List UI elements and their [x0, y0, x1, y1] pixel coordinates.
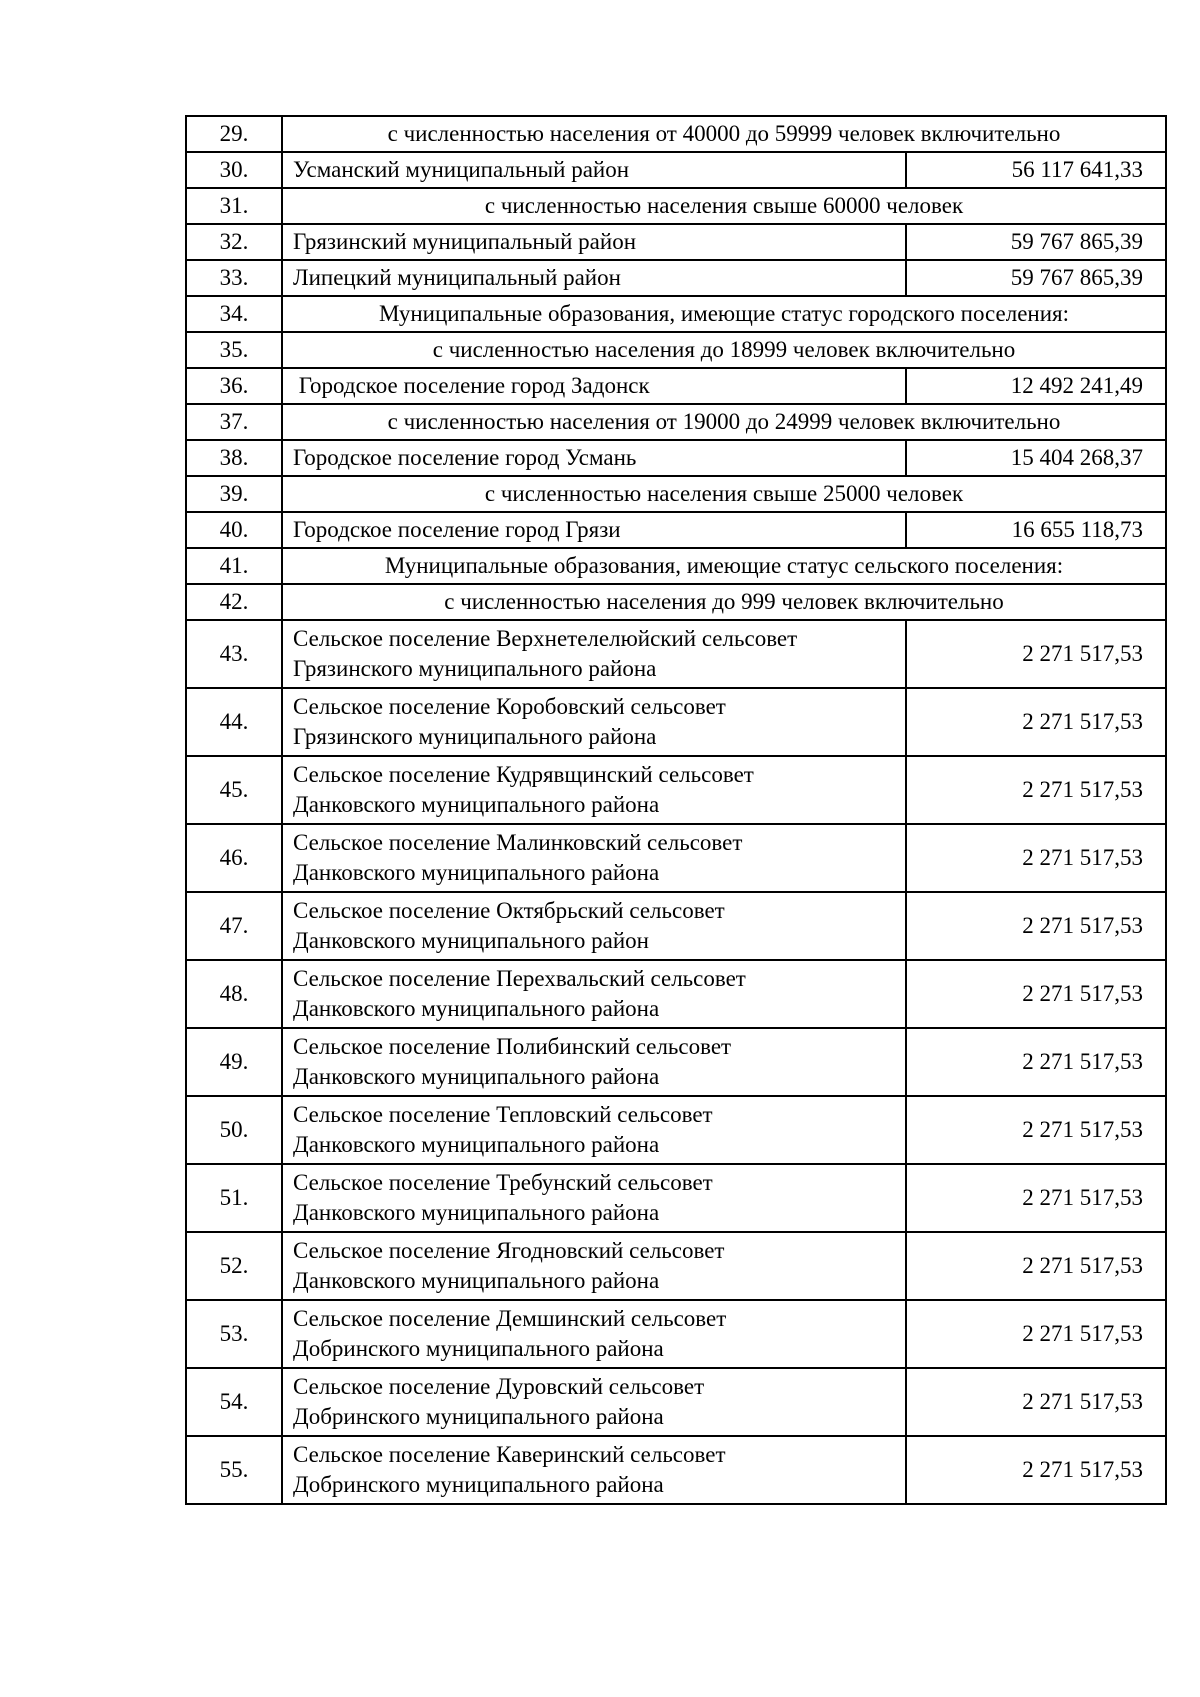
municipality-name-line: Городское поселение город Усмань [293, 445, 637, 470]
municipality-name [282, 688, 906, 756]
row-number: 34. [186, 296, 282, 332]
municipality-name [282, 620, 906, 688]
table-row [186, 1368, 1166, 1436]
municipality-name-line: Данковского муниципального район [293, 928, 649, 953]
municipality-name-line: Сельское поселение Коробовский сельсовет [293, 694, 726, 719]
amount-value: 15 404 268,37 [906, 440, 1166, 476]
row-number: 48. [186, 960, 282, 1028]
row-number: 31. [186, 188, 282, 224]
table-row [186, 1096, 1166, 1164]
municipality-name-line: Сельское поселение Дуровский сельсовет [293, 1374, 705, 1399]
row-number: 54. [186, 1368, 282, 1436]
table-section-row [186, 584, 1166, 620]
row-number: 47. [186, 892, 282, 960]
municipality-name-line: Городское поселение город Грязи [293, 517, 621, 542]
section-heading: Муниципальные образования, имеющие статус городского поселения: [282, 296, 1166, 332]
section-heading: с численностью населения до 999 человек включительно [282, 584, 1166, 620]
municipality-name [282, 1368, 906, 1436]
table-row [186, 1232, 1166, 1300]
table-row [186, 620, 1166, 688]
section-heading: Муниципальные образования, имеющие статус сельского поселения: [282, 548, 1166, 584]
municipality-name-line: Сельское поселение Требунский сельсовет [293, 1170, 713, 1195]
amount-value: 2 271 517,53 [906, 960, 1166, 1028]
municipality-name-line: Сельское поселение Демшинский сельсовет [293, 1306, 727, 1331]
municipality-name-line: Сельское поселение Ягодновский сельсовет [293, 1238, 725, 1263]
table-section-row [186, 476, 1166, 512]
municipality-name [282, 152, 906, 188]
amount-value: 59 767 865,39 [906, 224, 1166, 260]
municipality-name-line: Данковского муниципального района [293, 1132, 660, 1157]
amount-value: 2 271 517,53 [906, 688, 1166, 756]
municipality-name-line: Липецкий муниципальный район [293, 265, 621, 290]
amount-value: 59 767 865,39 [906, 260, 1166, 296]
table-section-row [186, 548, 1166, 584]
row-number: 51. [186, 1164, 282, 1232]
municipality-name-line: Добринского муниципального района [293, 1472, 664, 1497]
municipality-name [282, 440, 906, 476]
row-number: 52. [186, 1232, 282, 1300]
row-number: 53. [186, 1300, 282, 1368]
table-section-row [186, 404, 1166, 440]
municipality-name-line: Сельское поселение Верхнетелелюйский сельсовет [293, 626, 798, 651]
municipality-name [282, 1028, 906, 1096]
section-heading: с численностью населения до 18999 человек включительно [282, 332, 1166, 368]
municipality-name-line: Данковского муниципального района [293, 860, 660, 885]
row-number: 40. [186, 512, 282, 548]
municipality-name-line: Усманский муниципальный район [293, 157, 630, 182]
amount-value: 2 271 517,53 [906, 1232, 1166, 1300]
amount-value: 2 271 517,53 [906, 1164, 1166, 1232]
amount-value: 2 271 517,53 [906, 1096, 1166, 1164]
table-row [186, 152, 1166, 188]
table-row [186, 440, 1166, 476]
municipality-name-line: Данковского муниципального района [293, 792, 660, 817]
table-row [186, 512, 1166, 548]
municipality-name-line: Данковского муниципального района [293, 1064, 660, 1089]
municipality-name [282, 368, 906, 404]
municipality-name [282, 892, 906, 960]
row-number: 44. [186, 688, 282, 756]
amount-value: 2 271 517,53 [906, 824, 1166, 892]
row-number: 33. [186, 260, 282, 296]
row-number: 43. [186, 620, 282, 688]
row-number: 42. [186, 584, 282, 620]
municipality-name-line: Данковского муниципального района [293, 1200, 660, 1225]
table-row [186, 1164, 1166, 1232]
table-section-row [186, 332, 1166, 368]
table-row [186, 960, 1166, 1028]
municipality-name [282, 224, 906, 260]
section-heading: с численностью населения от 19000 до 24999 человек включительно [282, 404, 1166, 440]
municipality-name-line: Данковского муниципального района [293, 996, 660, 1021]
municipality-name [282, 960, 906, 1028]
table-body [186, 116, 1166, 1504]
municipality-name-line: Грязинского муниципального района [293, 724, 657, 749]
amount-value: 2 271 517,53 [906, 756, 1166, 824]
section-heading: с численностью населения свыше 25000 человек [282, 476, 1166, 512]
row-number: 37. [186, 404, 282, 440]
row-number: 32. [186, 224, 282, 260]
table-section-row [186, 296, 1166, 332]
table-section-row [186, 116, 1166, 152]
row-number: 41. [186, 548, 282, 584]
row-number: 55. [186, 1436, 282, 1504]
row-number: 30. [186, 152, 282, 188]
municipality-name-line: Городское поселение город Задонск [293, 373, 650, 398]
table-row [186, 824, 1166, 892]
municipality-name [282, 1300, 906, 1368]
amount-value: 2 271 517,53 [906, 892, 1166, 960]
row-number: 46. [186, 824, 282, 892]
municipality-name-line: Добринского муниципального района [293, 1336, 664, 1361]
municipality-name [282, 756, 906, 824]
table-row [186, 1436, 1166, 1504]
amount-value: 2 271 517,53 [906, 1300, 1166, 1368]
row-number: 36. [186, 368, 282, 404]
amount-value: 16 655 118,73 [906, 512, 1166, 548]
municipality-name [282, 1436, 906, 1504]
municipality-name [282, 1096, 906, 1164]
table-row [186, 756, 1166, 824]
municipality-name-line: Данковского муниципального района [293, 1268, 660, 1293]
municipality-name-line: Грязинский муниципальный район [293, 229, 637, 254]
table-section-row [186, 188, 1166, 224]
amount-value: 2 271 517,53 [906, 1368, 1166, 1436]
municipality-name [282, 1232, 906, 1300]
table-row [186, 892, 1166, 960]
table-row [186, 260, 1166, 296]
table-row [186, 1028, 1166, 1096]
table-row [186, 224, 1166, 260]
section-heading: с численностью населения от 40000 до 59999 человек включительно [282, 116, 1166, 152]
amount-value: 56 117 641,33 [906, 152, 1166, 188]
amount-value: 2 271 517,53 [906, 1436, 1166, 1504]
row-number: 39. [186, 476, 282, 512]
municipality-name [282, 1164, 906, 1232]
amount-value: 2 271 517,53 [906, 1028, 1166, 1096]
row-number: 38. [186, 440, 282, 476]
municipality-name-line: Сельское поселение Кудрявщинский сельсовет [293, 762, 754, 787]
allocation-table [185, 115, 1167, 1505]
municipality-name [282, 824, 906, 892]
municipality-name-line: Грязинского муниципального района [293, 656, 657, 681]
section-heading: с численностью населения свыше 60000 человек [282, 188, 1166, 224]
municipality-name [282, 512, 906, 548]
row-number: 29. [186, 116, 282, 152]
amount-value: 2 271 517,53 [906, 620, 1166, 688]
municipality-name-line: Сельское поселение Тепловский сельсовет [293, 1102, 713, 1127]
municipality-name [282, 260, 906, 296]
amount-value: 12 492 241,49 [906, 368, 1166, 404]
row-number: 45. [186, 756, 282, 824]
table-row [186, 1300, 1166, 1368]
municipality-name-line: Сельское поселение Октябрьский сельсовет [293, 898, 725, 923]
row-number: 50. [186, 1096, 282, 1164]
row-number: 35. [186, 332, 282, 368]
municipality-name-line: Сельское поселение Малинковский сельсовет [293, 830, 743, 855]
table-row [186, 368, 1166, 404]
municipality-name-line: Сельское поселение Каверинский сельсовет [293, 1442, 726, 1467]
municipality-name-line: Сельское поселение Полибинский сельсовет [293, 1034, 732, 1059]
table-row [186, 688, 1166, 756]
row-number: 49. [186, 1028, 282, 1096]
municipality-name-line: Сельское поселение Перехвальский сельсовет [293, 966, 746, 991]
municipality-name-line: Добринского муниципального района [293, 1404, 664, 1429]
